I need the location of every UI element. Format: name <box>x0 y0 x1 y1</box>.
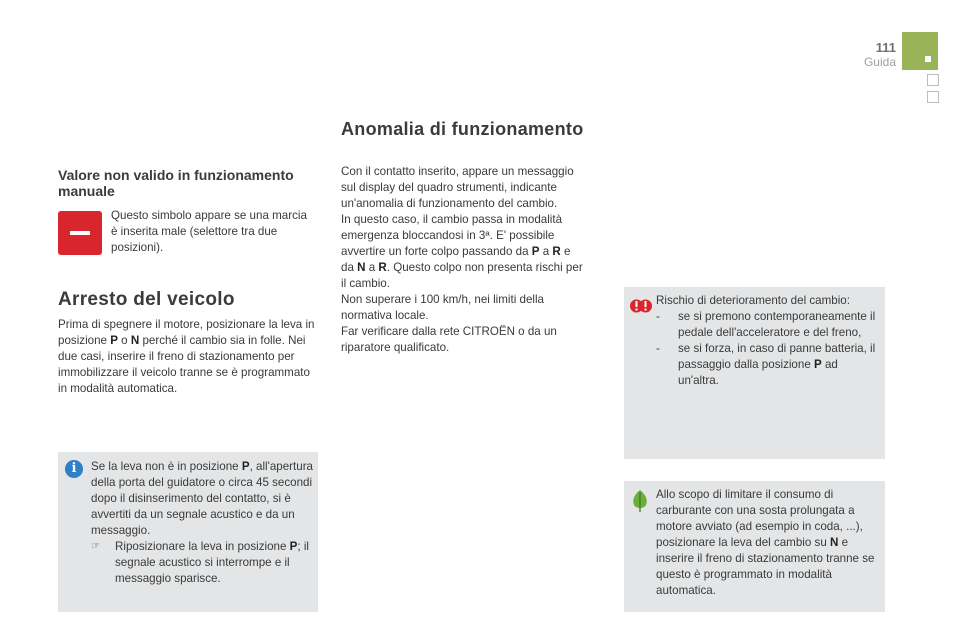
tab-box-1[interactable] <box>927 74 939 86</box>
info-box <box>58 452 318 612</box>
valore-title: Valore non valido in funzionamento manuale <box>58 167 294 199</box>
anomalia-line-6-text: avvertire un forte colpo passando da <box>341 245 532 258</box>
arresto-text <box>58 317 320 397</box>
info-paragraph <box>91 459 313 539</box>
arresto-text-1: Prima di spegnere il motore, posizionare la leva in posizione <box>58 318 315 347</box>
warning-item-2-text-2: ad un'altra. <box>678 358 838 387</box>
anomalia-line-12: riparatore qualificato. <box>341 341 450 354</box>
info-bullet-text-1: Riposizionare la leva in posizione <box>115 540 290 553</box>
section-tab[interactable] <box>902 32 938 70</box>
gear-p: P <box>531 245 540 258</box>
symbol-dash <box>70 231 90 235</box>
anomalia-line-3: un'anomalia di funzionamento del cambio. <box>341 197 558 210</box>
gear-n: N <box>130 334 140 347</box>
eco-text-2: e inserire il freno di stazionamento tranne se questo è programmato in modalità automatica. <box>656 536 875 597</box>
gear-fault-symbol-icon <box>58 211 102 255</box>
anomalia-line-7 <box>341 260 603 276</box>
info-icon: i <box>65 460 83 478</box>
warning-box <box>624 287 885 459</box>
gear-r-2: R <box>378 261 387 274</box>
eco-text-1: Allo scopo di limitare il consumo di carburante con una sosta prolungata a motore avviato (ad esempio in coda, ...), posizionare la leva del cambio su <box>656 488 863 549</box>
anomalia-line-10: normativa locale. <box>341 309 429 322</box>
tab-box-2[interactable] <box>927 91 939 103</box>
warning-item-2-text-1: se si forza, in caso di panne batteria, il passaggio dalla posizione <box>678 342 876 371</box>
anomalia-line-7-a: a <box>365 261 379 274</box>
anomalia-line-4: In questo caso, il cambio passa in modalità <box>341 213 563 226</box>
anomalia-line-7-da: da <box>341 261 358 274</box>
gear-p: P <box>110 334 118 347</box>
info-bullet-text-2: ; il segnale acustico si interrompe e il messaggio sparisce. <box>115 540 309 585</box>
anomalia-line-2: sul display del quadro strumenti, indicante <box>341 181 557 194</box>
anomalia-text <box>341 164 603 356</box>
anomalia-line-7-text: . Questo colpo non presenta rischi per <box>386 261 583 274</box>
warning-intro: Rischio di deterioramento del cambio: <box>656 294 850 307</box>
dash-bullet: - <box>656 310 660 323</box>
warning-item-2 <box>656 341 881 389</box>
gear-n: N <box>357 261 366 274</box>
arresto-text-2: perché il cambio sia in folle. Nei due casi, inserire il freno di stazionamento per immobilizzare il veicolo tranne se è programmato in modalità automatica. <box>58 334 310 395</box>
tab-marker <box>925 56 931 62</box>
pointing-hand-icon: ☞ <box>91 541 100 552</box>
section-name: Guida <box>863 55 896 69</box>
eco-leaf-icon <box>632 490 648 512</box>
eco-box-text <box>656 487 881 599</box>
arresto-text-o: o <box>117 334 131 347</box>
anomalia-line-9: Non superare i 100 km/h, nei limiti della <box>341 293 544 306</box>
gear-n: N <box>830 536 839 549</box>
anomalia-line-8: il cambio. <box>341 277 390 290</box>
anomalia-line-6 <box>341 244 603 260</box>
anomalia-line-6-a: a <box>539 245 553 258</box>
gear-p: P <box>814 358 822 371</box>
gear-p: P <box>289 540 298 553</box>
anomalia-line-11: Far verificare dalla rete CITROËN o da un <box>341 325 557 338</box>
anomalia-line-5: emergenza bloccandosi in 3ª. E' possibile <box>341 229 555 242</box>
eco-box <box>624 481 885 612</box>
arresto-title: Arresto del veicolo <box>58 289 235 310</box>
warning-icon <box>630 296 652 316</box>
anomalia-line-1: Con il contatto inserito, appare un messaggio <box>341 165 574 178</box>
info-box-text <box>91 459 313 587</box>
warning-item-1 <box>656 309 881 341</box>
info-text-1: Se la leva non è in posizione <box>91 460 242 473</box>
warning-item-1-text: se si premono contemporaneamente il pedale dell'acceleratore e del freno, <box>678 310 876 339</box>
valore-text: Questo simbolo appare se una marcia è inserita male (selettore tra due posizioni). <box>111 209 307 254</box>
gear-p: P <box>241 460 250 473</box>
anomalia-title: Anomalia di funzionamento <box>341 119 584 139</box>
gear-r: R <box>552 245 561 258</box>
info-text-2: , all'apertura della porta del guidatore o circa 45 secondi dopo il disinserimento del contatto, si è avvertiti da un segnale acustico e da un messaggio. <box>91 460 313 537</box>
warning-box-text <box>656 293 881 389</box>
page-number: 111 <box>875 40 896 55</box>
info-bullet <box>91 539 313 587</box>
dash-bullet: - <box>656 342 660 355</box>
anomalia-line-6-e: e <box>560 245 571 258</box>
